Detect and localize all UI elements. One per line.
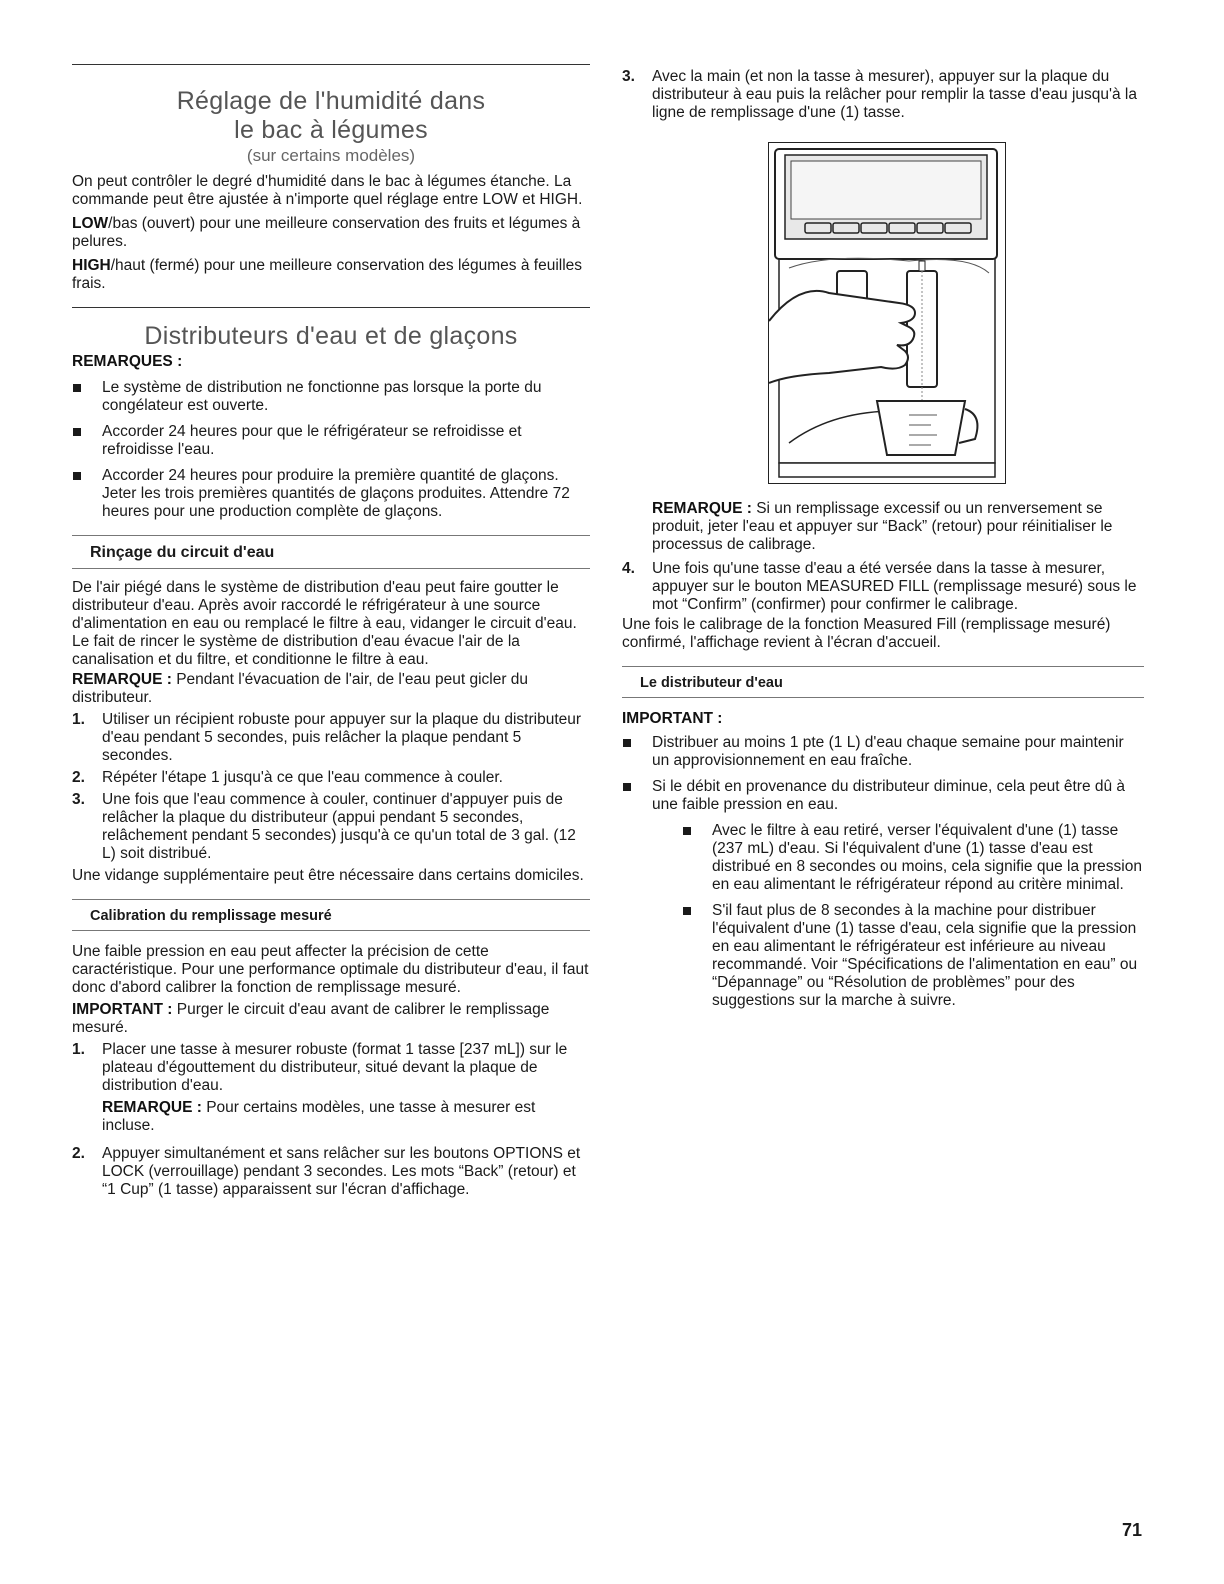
- list-item: Le système de distribution ne fonctionne pas lorsque la porte du congélateur est ouverte.: [72, 379, 590, 415]
- humidity-subtitle: (sur certains modèles): [246, 146, 416, 165]
- rinse-note: REMARQUE : Pendant l'évacuation de l'air, de l'eau peut gicler du distributeur.: [72, 671, 529, 706]
- remarks-list: [72, 379, 590, 521]
- calibration-steps-cont: [622, 68, 1144, 122]
- rinse-steps: [72, 711, 590, 863]
- dispenser-drawing: [769, 143, 1005, 483]
- calibration-outro: Une fois le calibrage de la fonction Measured Fill (remplissage mesuré) confirmé, l'affichage revient à l'écran d'accueil.: [622, 616, 1111, 651]
- remarks-label: REMARQUES :: [72, 353, 183, 370]
- water-sub-bullets: [682, 822, 1144, 1010]
- list-item: Accorder 24 heures pour que le réfrigérateur se refroidisse et refroidisse l'eau.: [72, 423, 590, 459]
- list-item: 2. Appuyer simultanément et sans relâcher sur les boutons OPTIONS et LOCK (verrouillage) pendant 3 secondes. Les mots “Back” (retour) et “1 Cup” (1 tasse) apparaissent sur l'écran d'affichage.: [72, 1145, 581, 1198]
- divider: [72, 930, 590, 931]
- humidity-high: [72, 257, 590, 293]
- humidity-title-line1: Réglage de l'humidité dans: [176, 87, 486, 115]
- humidity-title-line2: le bac à légumes: [234, 116, 428, 144]
- humidity-low: [72, 215, 590, 251]
- calibration-intro: Une faible pression en eau peut affecter la précision de cette caractéristique. Pour une performance optimale du distributeur d'eau, il faut donc d'abord calibrer la fonction de remplissage mesuré.: [72, 943, 589, 996]
- calibration-important: IMPORTANT : Purger le circuit d'eau avant de calibrer le remplissage mesuré.: [72, 1001, 550, 1036]
- list-item: 2. Répéter l'étape 1 jusqu'à ce que l'eau commence à couler.: [72, 769, 503, 786]
- page-number: 71: [1121, 1520, 1142, 1540]
- left-column: [72, 64, 590, 1199]
- dispensers-title: Distributeurs d'eau et de glaçons: [144, 322, 518, 350]
- low-label: LOW: [72, 215, 109, 232]
- list-item: Accorder 24 heures pour produire la première quantité de glaçons. Jeter les trois premières quantités de glaçons produites. Attendre 72 heures pour une production complète de glaçons.: [72, 467, 590, 521]
- humidity-intro: On peut contrôler le degré d'humidité dans le bac à légumes étanche. La commande peut être ajustée à n'importe quel réglage entre LOW et HIGH.: [72, 173, 583, 208]
- water-heading: Le distributeur d'eau: [640, 675, 783, 691]
- right-column: [622, 68, 1144, 1010]
- divider: [72, 568, 590, 569]
- list-item: 3. Une fois que l'eau commence à couler, continuer d'appuyer puis de relâcher la plaque du distributeur (appui pendant 5 secondes, relâchement pendant 5 secondes) jusqu'à ce qu'un total de 3 gal. (12 L) soit distribué.: [72, 791, 576, 862]
- list-item: Avec le filtre à eau retiré, verser l'équivalent d'une (1) tasse (237 mL) d'eau. Si l'équivalent d'une (1) tasse d'eau est distribué en 8 secondes ou moins, cela signifie que la pression en eau alimentant le réfrigérateur répond au critère minimal.: [682, 822, 1144, 894]
- calibration-steps-cont2: [622, 560, 1144, 614]
- list-item: Si le débit en provenance du distributeur diminue, cela peut être dû à une faible pression en eau. Avec le filtre à eau retiré, verser l'équivalent d'une (1) tasse (237 mL) d'eau. Si l'équivalent d'une (1) tasse d'eau est distribué en 8 secondes ou moins, cela signifie que la pression en eau alimentant le réfrigérateur répond au critère minimal. S'il faut plus de 8 secondes à la machine pour distribuer l'équivalent d'une (1) tasse d'eau, cela signifie que la pression en eau alimentant le réfrigérateur est inférieure au niveau recommandé. Voir “Spécifications de l'alimentation en eau” ou “Dépannage” ou “Résolution de problèmes” pour des suggestions sur la marche à suivre.: [622, 778, 1144, 1010]
- water-bullets: [622, 734, 1144, 1010]
- divider: [622, 697, 1144, 698]
- dispenser-illustration: [768, 142, 1006, 484]
- rinse-heading: Rinçage du circuit d'eau: [90, 544, 275, 561]
- list-item: 4. Une fois qu'une tasse d'eau a été versée dans la tasse à mesurer, appuyer sur le bouton MEASURED FILL (remplissage mesuré) sous le mot “Confirm” (confirmer) pour confirmer le calibrage.: [622, 560, 1137, 613]
- calibration-heading: Calibration du remplissage mesuré: [90, 908, 332, 924]
- list-item: Distribuer au moins 1 pte (1 L) d'eau chaque semaine pour maintenir un approvisionnement en eau fraîche.: [622, 734, 1144, 770]
- list-item: 1. Utiliser un récipient robuste pour appuyer sur la plaque du distributeur d'eau pendant 5 secondes, puis relâcher la plaque pendant 5 secondes.: [72, 711, 582, 764]
- list-item: 3. Avec la main (et non la tasse à mesurer), appuyer sur la plaque du distributeur à eau puis la relâcher pour remplir la tasse d'eau jusqu'à la ligne de remplissage d'une (1) tasse.: [622, 68, 1137, 121]
- high-text: /haut (fermé) pour une meilleure conservation des légumes à feuilles frais.: [72, 257, 583, 292]
- calibration-steps: [72, 1041, 590, 1199]
- figure-note: REMARQUE : Si un remplissage excessif ou un renversement se produit, jeter l'eau et appuyer sur “Back” (retour) pour réinitialiser le processus de calibrage.: [652, 500, 1113, 553]
- low-text: /bas (ouvert) pour une meilleure conservation des fruits et légumes à pelures.: [72, 215, 581, 250]
- list-item: S'il faut plus de 8 secondes à la machine pour distribuer l'équivalent d'une (1) tasse d'eau, cela signifie que la pression en eau alimentant le réfrigérateur est inférieure au niveau recommandé. Voir “Spécifications de l'alimentation en eau” ou “Dépannage” ou “Résolution de problèmes” pour des suggestions sur la marche à suivre.: [682, 902, 1144, 1010]
- water-important-label: IMPORTANT :: [622, 710, 723, 727]
- list-item: 1. Placer une tasse à mesurer robuste (format 1 tasse [237 mL]) sur le plateau d'égouttement du distributeur, situé devant la plaque de distribution d'eau. REMARQUE : Pour certains modèles, une tasse à mesurer est incluse.: [72, 1041, 590, 1135]
- step1-note: REMARQUE : Pour certains modèles, une tasse à mesurer est incluse.: [102, 1099, 536, 1134]
- rinse-intro: De l'air piégé dans le système de distribution d'eau peut faire goutter le distributeur d'eau. Après avoir raccordé le réfrigérateur à une source d'alimentation en eau ou remplacé le filtre à eau, vidanger le circuit d'eau. Le fait de rincer le système de distribution d'eau évacue l'air de la canalisation et du filtre, et conditionne le filtre à eau.: [72, 579, 577, 668]
- rinse-outro: Une vidange supplémentaire peut être nécessaire dans certains domiciles.: [72, 867, 584, 884]
- high-label: HIGH: [72, 257, 111, 274]
